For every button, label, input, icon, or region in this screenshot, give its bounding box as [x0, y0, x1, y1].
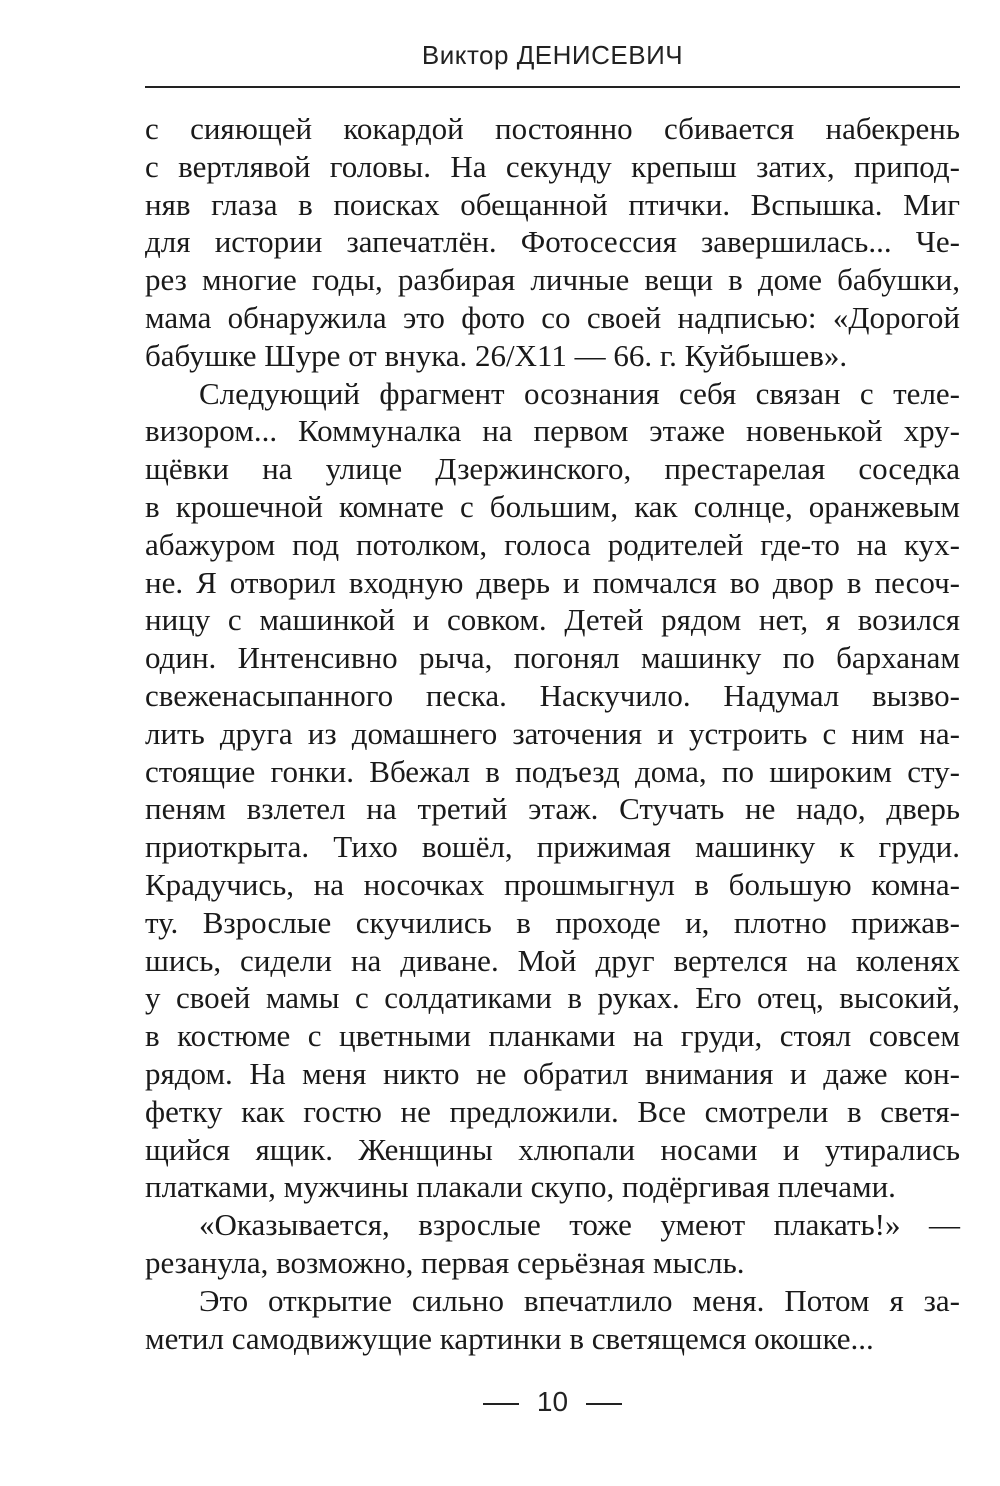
text-line: стоящие гонки. Вбежал в подъезд дома, по широким сту- — [145, 753, 960, 789]
folio-dash-right — [586, 1403, 622, 1405]
text-line: шись, сидели на диване. Мой друг вертелся на коленях — [145, 942, 960, 978]
paragraph — [145, 1206, 960, 1282]
text-line: один. Интенсивно рыча, погонял машинку по барханам — [145, 640, 960, 676]
text-line: метил самодвижущие картинки в светящемся окошке... — [145, 1320, 874, 1356]
paragraph — [145, 110, 960, 375]
text-line: в костюме с цветными планками на груди, стоял совсем — [145, 1018, 960, 1054]
text-line: Крадучись, на носочках прошмыгнул в большую комна- — [145, 866, 960, 902]
folio-dash-left — [483, 1403, 519, 1405]
text-line: рядом. На меня никто не обратил внимания и даже кон- — [145, 1055, 960, 1091]
text-line: бабушке Шуре от внука. 26/Х11 — 66. г. Куйбышев». — [145, 337, 848, 373]
text-line: мама обнаружила это фото со своей надписью: «Дорогой — [145, 299, 960, 335]
text-line: в крошечной комнате с большим, как солнце, оранжевым — [145, 488, 960, 524]
text-line: лить друга из домашнего заточения и устроить с ним на- — [145, 715, 960, 751]
text-line: рез многие годы, разбирая личные вещи в доме бабушки, — [145, 262, 960, 298]
text-line: платками, мужчины плакали скупо, подёргивая плечами. — [145, 1169, 896, 1205]
header-rule — [145, 86, 960, 88]
text-line: фетку как гостю не предложили. Все смотрели в светя- — [145, 1093, 960, 1129]
text-line: Следующий фрагмент осознания себя связан с теле- — [199, 375, 960, 411]
page-footer — [145, 1386, 960, 1418]
text-line: абажуром под потолком, голоса родителей где-то на кух- — [145, 526, 960, 562]
running-head: Виктор ДЕНИСЕВИЧ — [421, 40, 684, 70]
text-line: пеням взлетел на третий этаж. Стучать не надо, дверь — [145, 791, 960, 827]
text-line: щёвки на улице Дзержинского, престарелая соседка — [145, 451, 960, 487]
text-line: щийся ящик. Женщины хлюпали носами и утирались — [145, 1131, 960, 1167]
text-line: «Оказывается, взрослые тоже умеют плакать!» — — [199, 1207, 960, 1243]
text-line: для истории запечатлён. Фотосессия завершилась... Че- — [145, 224, 960, 260]
text-line: визором... Коммуналка на первом этаже новенькой хру- — [145, 413, 960, 449]
text-line: няв глаза в поисках обещанной птички. Вспышка. Миг — [145, 186, 960, 222]
page-number: 10 — [536, 1386, 569, 1417]
text-line: приоткрыта. Тихо вошёл, прижимая машинку к груди. — [145, 829, 960, 865]
text-line: не. Я отворил входную дверь и помчался во двор в песоч- — [145, 564, 960, 600]
text-line: ту. Взрослые скучились в проходе и, плотно прижав- — [145, 904, 960, 940]
paragraph — [145, 375, 960, 1207]
text-line: резанула, возможно, первая серьёзная мысль. — [145, 1244, 745, 1280]
body-text — [145, 110, 960, 1357]
text-line: у своей мамы с солдатиками в руках. Его отец, высокий, — [145, 980, 960, 1016]
text-line: свеженасыпанного песка. Наскучило. Надумал вызво- — [145, 677, 960, 713]
text-line: с сияющей кокардой постоянно сбивается набекрень — [145, 111, 960, 146]
paragraph — [145, 1282, 960, 1358]
text-line: ницу с машинкой и совком. Детей рядом нет, я возился — [145, 602, 960, 638]
text-line: Это открытие сильно впечатлило меня. Потом я за- — [199, 1282, 960, 1318]
text-line: с вертлявой головы. На секунду крепыш затих, припод- — [145, 148, 960, 184]
